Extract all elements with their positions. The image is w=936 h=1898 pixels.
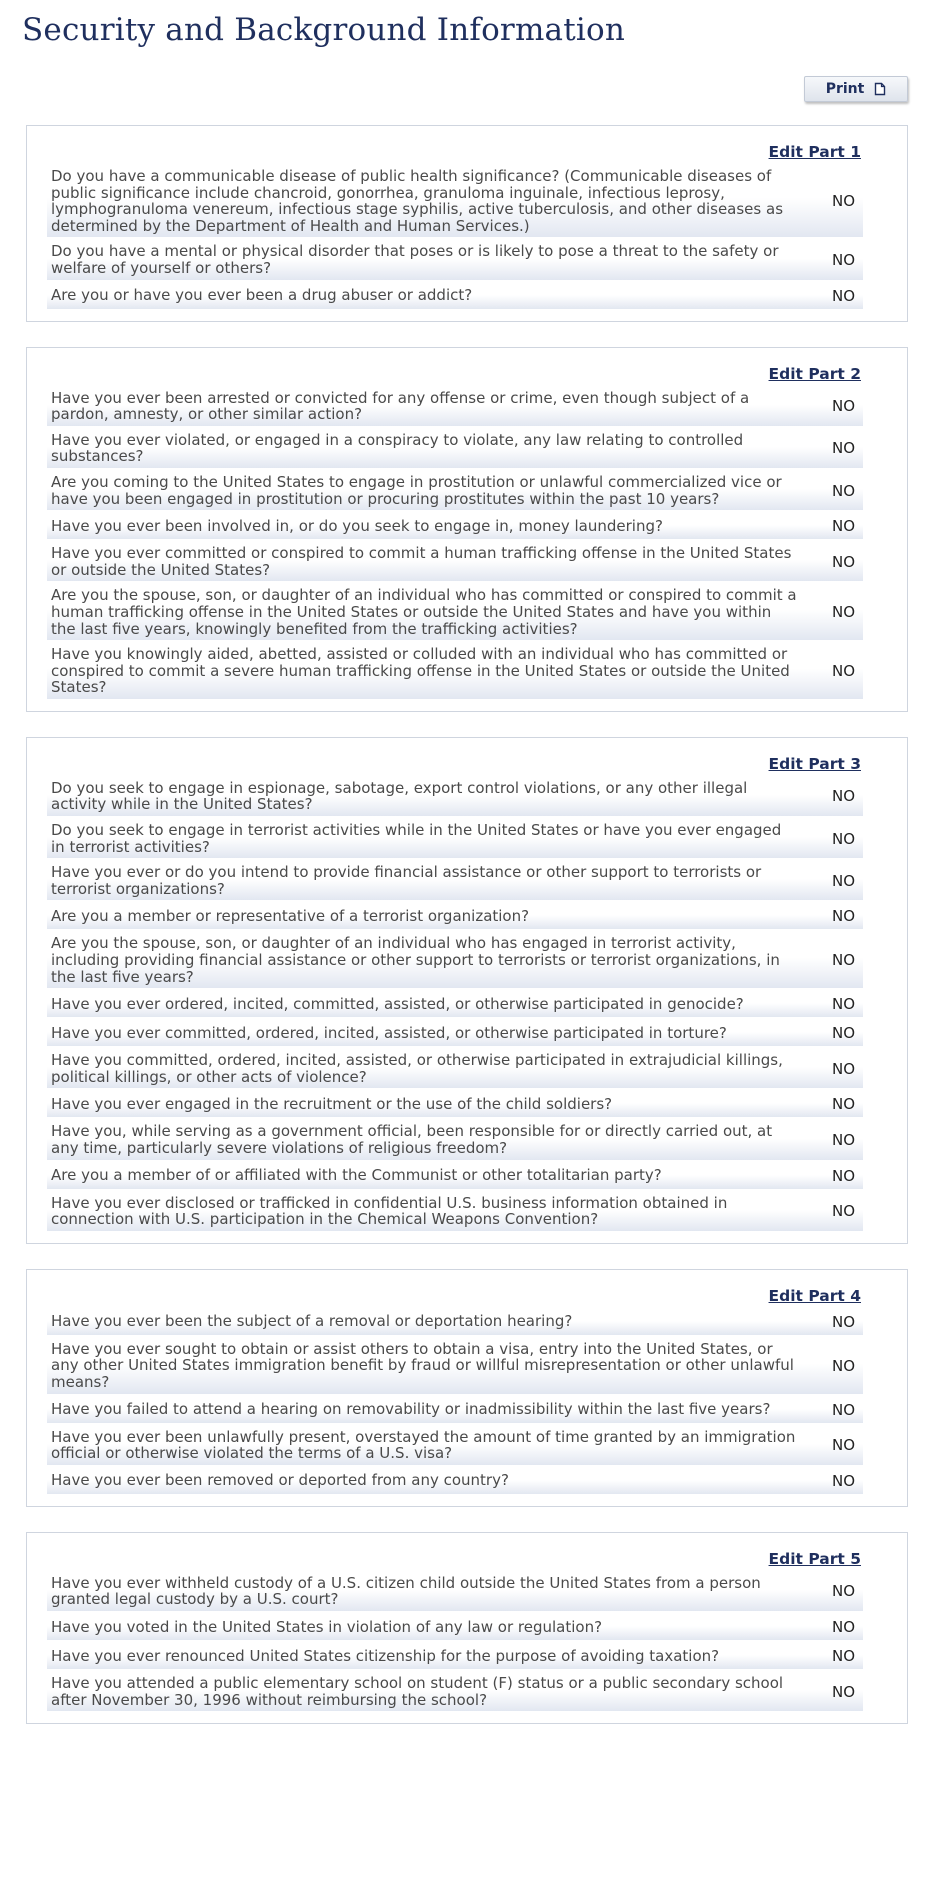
- question-text: Have you failed to attend a hearing on removability or inadmissibility within the last five years?: [51, 1400, 771, 1419]
- question-row: [47, 1121, 863, 1159]
- answer-value: NO: [831, 552, 855, 571]
- edit-row: [47, 134, 863, 166]
- question-row: [47, 1193, 863, 1231]
- part-section-3: [26, 737, 908, 1244]
- edit-part-3-link[interactable]: Edit Part 3: [768, 754, 861, 773]
- question-text: Do you seek to engage in espionage, sabotage, export control violations, or any other illegal activity while in the United States?: [51, 778, 748, 814]
- document-icon: [874, 82, 886, 96]
- question-text: Are you the spouse, son, or daughter of an individual who has engaged in terrorist activity, including providing financial assistance or other support to terrorists or terrorist organizations, in the last five years?: [51, 934, 780, 986]
- question-row: [47, 1398, 863, 1423]
- question-row: [47, 284, 863, 309]
- answer-value: NO: [831, 1312, 855, 1331]
- question-row: [47, 1469, 863, 1494]
- question-text: Have you ever been the subject of a removal or deportation hearing?: [51, 1312, 573, 1331]
- question-text: Have you ever withheld custody of a U.S. citizen child outside the United States from a person granted legal custody by a U.S. court?: [51, 1573, 761, 1609]
- answer-value: NO: [831, 871, 855, 890]
- answer-value: NO: [831, 603, 855, 622]
- question-text: Have you ever been unlawfully present, overstayed the amount of time granted by an immigration official or otherwise violated the terms of a U.S. visa?: [51, 1427, 796, 1463]
- question-text: Have you ever been involved in, or do you seek to engage in, money laundering?: [51, 516, 663, 535]
- question-text: Are you coming to the United States to engage in prostitution or unlawful commercialized vice or have you been engaged in prostitution or procuring prostitutes within the past 10 years?: [51, 472, 782, 508]
- answer-value: NO: [831, 787, 855, 806]
- question-text: Have you ever committed or conspired to commit a human trafficking offense in the United States or outside the United States?: [51, 544, 792, 579]
- print-button[interactable]: [804, 76, 908, 102]
- edit-row: [47, 746, 863, 778]
- question-text: Do you seek to engage in terrorist activities while in the United States or have you ever engaged in terrorist activities?: [51, 821, 782, 856]
- question-row: [47, 241, 863, 279]
- answer-value: NO: [831, 1471, 855, 1490]
- answer-value: NO: [831, 1617, 855, 1636]
- question-row: [47, 514, 863, 539]
- question-row: [47, 1310, 863, 1335]
- answer-value: NO: [831, 517, 855, 536]
- answer-value: NO: [831, 1356, 855, 1375]
- question-row: [47, 543, 863, 581]
- page-title: Security and Background Information: [22, 12, 626, 48]
- question-row: [47, 388, 863, 426]
- edit-part-1-link[interactable]: Edit Part 1: [768, 143, 861, 161]
- question-text: Have you ever violated, or engaged in a conspiracy to violate, any law relating to controlled substances?: [51, 430, 744, 466]
- question-row: [47, 472, 863, 510]
- answer-value: NO: [831, 995, 855, 1014]
- question-row: [47, 862, 863, 900]
- question-text: Have you ever ordered, incited, committed, assisted, or otherwise participated in genocide?: [51, 994, 744, 1013]
- edit-part-5-link[interactable]: Edit Part 5: [768, 1549, 861, 1568]
- answer-value: NO: [831, 1400, 855, 1419]
- question-row: [47, 1050, 863, 1088]
- answer-value: NO: [831, 286, 855, 305]
- answer-value: NO: [831, 250, 855, 269]
- edit-part-4-link[interactable]: Edit Part 4: [768, 1286, 861, 1305]
- answer-value: NO: [831, 397, 855, 416]
- answer-value: NO: [831, 192, 855, 211]
- question-text: Have you ever been arrested or convicted for any offense or crime, even though subject of a pardon, amnesty, or other similar action?: [51, 388, 750, 424]
- question-text: Have you knowingly aided, abetted, assisted or colluded with an individual who has committed or conspired to commit a severe human trafficking offense in the United States or outside the United States?: [51, 645, 790, 697]
- answer-value: NO: [831, 1166, 855, 1185]
- question-row: [47, 778, 863, 816]
- question-row: [47, 1644, 863, 1669]
- question-row: [47, 1339, 863, 1394]
- question-text: Have you ever committed, ordered, incited, assisted, or otherwise participated in torture?: [51, 1023, 727, 1042]
- question-row: [47, 644, 863, 699]
- edit-part-2-link[interactable]: Edit Part 2: [768, 364, 861, 383]
- part-section-4: [26, 1269, 908, 1507]
- answer-value: NO: [831, 1131, 855, 1149]
- answer-value: NO: [831, 1095, 855, 1114]
- question-row: [47, 1427, 863, 1465]
- question-text: Are you a member of or affiliated with the Communist or other totalitarian party?: [51, 1166, 662, 1185]
- question-text: Have you ever sought to obtain or assist others to obtain a visa, entry into the United States, or any other United States immigration benefit by fraud or willful misrepresentation or other unlawful means?: [51, 1339, 794, 1391]
- question-text: Have you, while serving as a government official, been responsible for or directly carried out, at any time, particularly severe violations of religious freedom?: [51, 1122, 773, 1157]
- question-text: Are you a member or representative of a terrorist organization?: [51, 907, 530, 926]
- question-text: Have you ever or do you intend to provide financial assistance or other support to terrorists or terrorist organizations?: [51, 863, 762, 898]
- security-parts-list: [26, 125, 908, 1749]
- answer-value: NO: [831, 1202, 855, 1221]
- part-section-1: [26, 125, 908, 322]
- edit-row: [47, 1278, 863, 1310]
- answer-value: NO: [831, 439, 855, 458]
- question-text: Have you ever disclosed or trafficked in confidential U.S. business information obtained in connection with U.S. participation in the Chemical Weapons Convention?: [51, 1193, 728, 1229]
- answer-value: NO: [831, 1682, 855, 1701]
- question-row: [47, 166, 863, 237]
- question-text: Have you ever engaged in the recruitment or the use of the child soldiers?: [51, 1095, 613, 1114]
- question-row: [47, 933, 863, 988]
- answer-value: NO: [831, 829, 855, 848]
- edit-row: [47, 356, 863, 388]
- answer-value: NO: [831, 1024, 855, 1043]
- question-text: Have you ever been removed or deported from any country?: [51, 1471, 509, 1490]
- question-row: [47, 992, 863, 1017]
- question-row: [47, 1021, 863, 1046]
- question-row: [47, 904, 863, 929]
- question-row: [47, 1092, 863, 1117]
- question-text: Do you have a mental or physical disorder that poses or is likely to pose a threat to the safety or welfare of yourself or others?: [51, 242, 779, 277]
- question-row: [47, 430, 863, 468]
- answer-value: NO: [831, 1059, 855, 1078]
- question-text: Are you or have you ever been a drug abuser or addict?: [51, 286, 473, 305]
- answer-value: NO: [831, 1646, 855, 1665]
- question-row: [47, 1615, 863, 1640]
- answer-value: NO: [831, 661, 855, 680]
- answer-value: NO: [831, 1582, 855, 1601]
- answer-value: NO: [831, 1436, 855, 1455]
- question-text: Are you the spouse, son, or daughter of an individual who has committed or conspired to commit a human trafficking offense in the United States or outside the United States and have you within the last five years, knowingly benefited from the trafficking activities?: [51, 586, 797, 638]
- question-row: [47, 585, 863, 640]
- answer-value: NO: [831, 481, 855, 500]
- question-row: [47, 1673, 863, 1711]
- edit-row: [47, 1541, 863, 1573]
- question-text: Have you ever renounced United States citizenship for the purpose of avoiding taxation?: [51, 1646, 720, 1665]
- question-row: [47, 1164, 863, 1189]
- question-text: Have you committed, ordered, incited, assisted, or otherwise participated in extrajudicial killings, political killings, or other acts of violence?: [51, 1051, 783, 1086]
- answer-value: NO: [831, 907, 855, 926]
- question-text: Have you attended a public elementary school on student (F) status or a public secondary school after November 30, 1996 without reimbursing the school?: [51, 1673, 784, 1709]
- answer-value: NO: [831, 951, 855, 970]
- part-section-5: [26, 1532, 908, 1724]
- question-row: [47, 820, 863, 858]
- part-section-2: [26, 347, 908, 712]
- print-button-label: Print: [825, 81, 865, 97]
- question-row: [47, 1573, 863, 1611]
- question-text: Have you voted in the United States in violation of any law or regulation?: [51, 1617, 603, 1636]
- question-text: Do you have a communicable disease of public health significance? (Communicable diseases of public significance include chancroid, gonorrhea, granuloma inguinale, infectious leprosy, lymphogranuloma venereum, infectious stage syphilis, active tuberculosis, and other diseases as determined by the Department of Health and Human Services.): [51, 167, 784, 235]
